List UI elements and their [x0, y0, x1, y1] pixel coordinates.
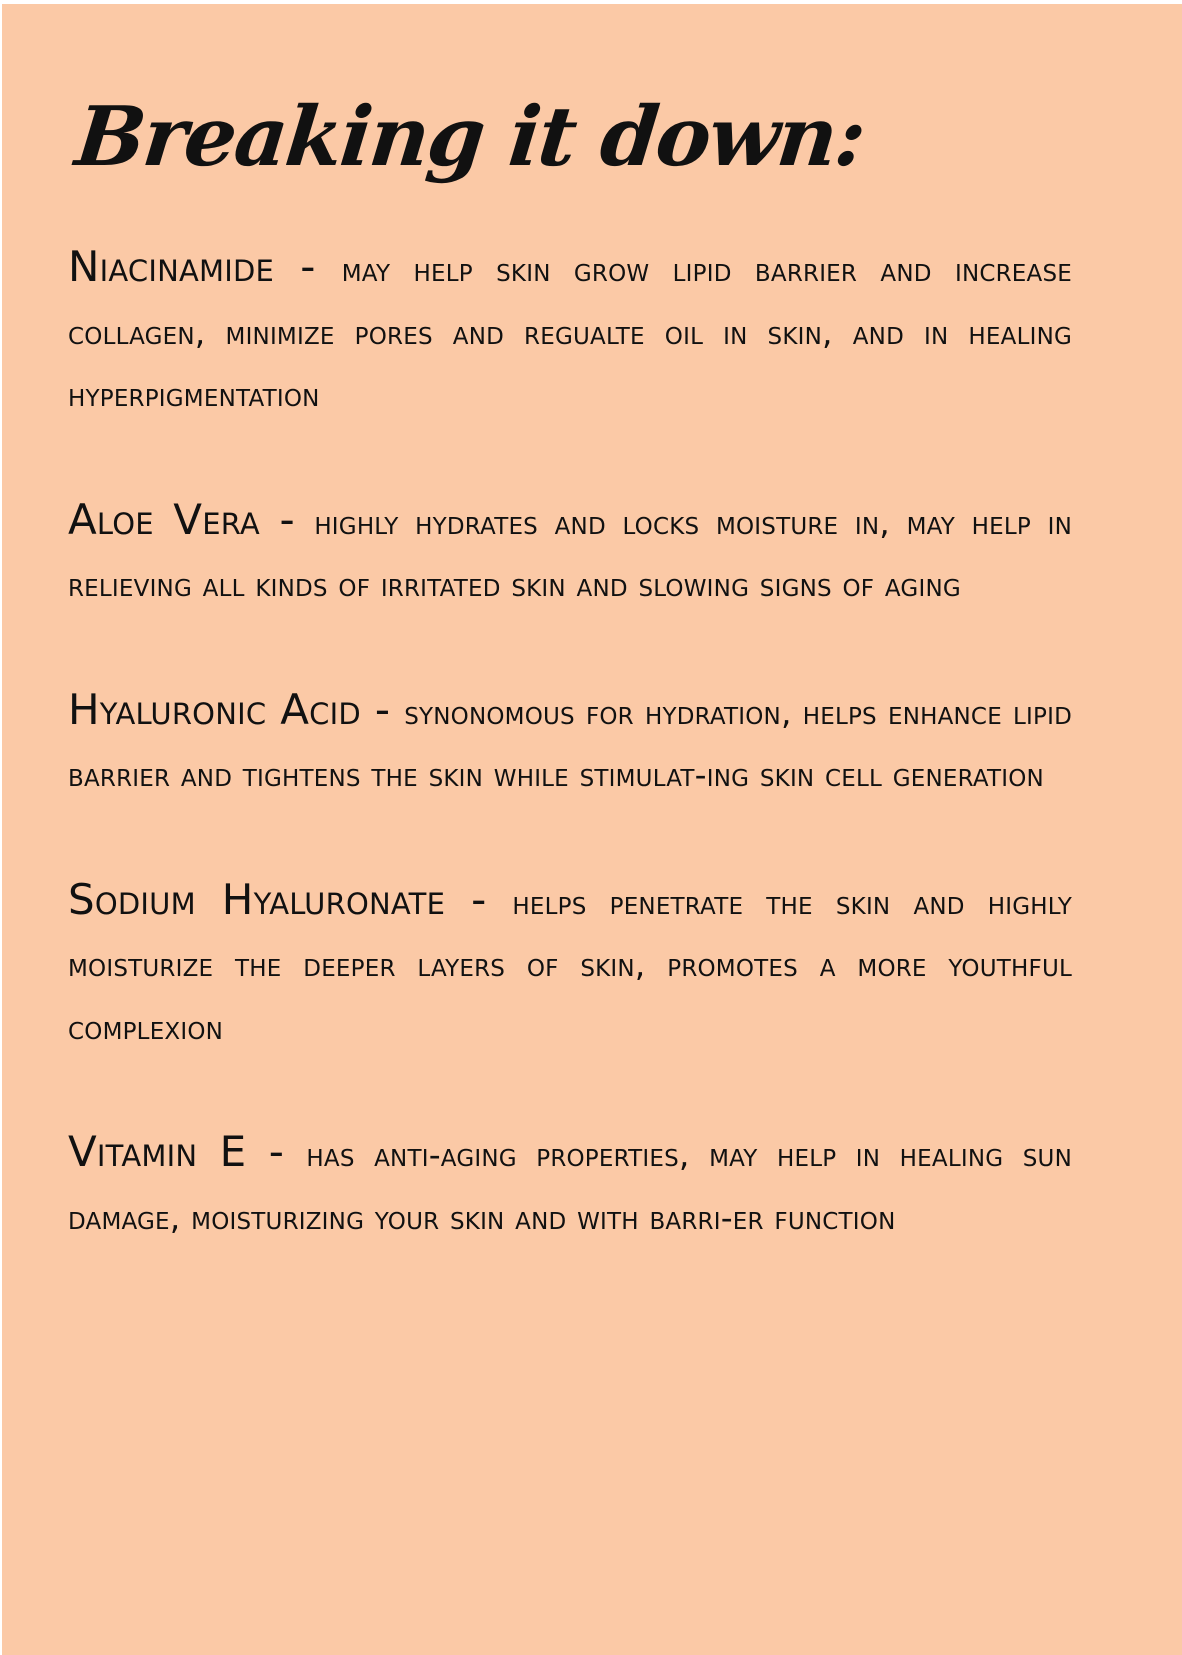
ingredient-list [68, 236, 1072, 1311]
page-title: Breaking it down: [71, 89, 869, 185]
ingredient-description: has anti-aging properties, may help in healing sun damage, moisturizing your skin and with barri-er function [68, 1135, 1072, 1237]
ingredient-name: Aloe Vera [68, 494, 260, 544]
ingredient-name: Niacinamide [68, 242, 275, 291]
ingredient-description: may help skin grow lipid barrier and increase collagen, minimize pores and regualte oil in skin, and in healing hyperpigmentation [68, 250, 1072, 414]
ingredient-entry-hyaluronic-acid [68, 679, 1072, 807]
ingredient-entry-niacinamide [68, 236, 1072, 427]
ingredient-description: helps penetrate the skin and highly moisturize the deeper layers of skin, promotes a more youthful complexion [68, 882, 1073, 1047]
ingredient-separator: - [274, 242, 342, 291]
ingredient-separator: - [259, 494, 315, 544]
ingredient-separator: - [445, 874, 513, 924]
ingredient-entry-aloe-vera [68, 489, 1072, 617]
ingredient-name: Sodium Hyaluronate [68, 874, 446, 924]
document-page [2, 4, 1182, 1655]
ingredient-description: synonomous for hydration, helps enhance lipid barrier and tightens the skin while stimulat-ing skin cell generation [68, 692, 1072, 794]
ingredient-entry-sodium-hyaluronate [68, 869, 1072, 1060]
ingredient-name: Hyaluronic Acid [68, 684, 361, 734]
ingredient-entry-vitamin-e [68, 1121, 1072, 1249]
ingredient-name: Vitamin E [68, 1127, 247, 1176]
ingredient-separator: - [360, 684, 405, 734]
ingredient-separator: - [246, 1127, 307, 1176]
ingredient-description: highly hydrates and locks moisture in, may help in relieving all kinds of irritated skin and slowing signs of aging [68, 502, 1072, 604]
